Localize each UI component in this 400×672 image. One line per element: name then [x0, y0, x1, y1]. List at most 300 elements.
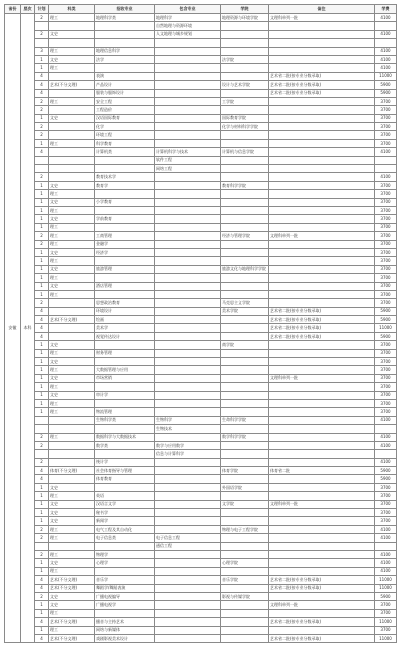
fee-cell: 3700 [375, 123, 397, 131]
fee-cell: 3700 [375, 232, 397, 240]
subject-cell: 理工 [49, 223, 95, 231]
college-cell: 旅游文化与地理科学学院 [221, 265, 269, 273]
header-includes: 包含专业 [155, 5, 221, 14]
notes-cell: 艺术省二批(按专业分数录取) [269, 307, 375, 315]
college-cell [221, 156, 269, 164]
plan-cell: 2 [35, 592, 49, 600]
fee-cell: 3700 [375, 131, 397, 139]
fee-cell: 11000 [375, 634, 397, 642]
major-cell [95, 165, 155, 173]
table-row [5, 618, 397, 626]
header-level: 层次 [21, 5, 35, 14]
college-cell [221, 542, 269, 550]
table-row [5, 307, 397, 315]
fee-cell: 3700 [375, 248, 397, 256]
table-row [5, 240, 397, 248]
major-cell: 新闻学 [95, 517, 155, 525]
notes-cell [269, 290, 375, 298]
major-cell: 安全工程 [95, 97, 155, 105]
plan-cell: 1 [35, 223, 49, 231]
notes-cell [269, 55, 375, 63]
table-row [5, 551, 397, 559]
fee-cell [375, 450, 397, 458]
plan-cell: 4 [35, 72, 49, 80]
plan-cell: 1 [35, 374, 49, 382]
includes-cell [155, 626, 221, 634]
college-cell [221, 509, 269, 517]
plan-cell: 1 [35, 198, 49, 206]
major-cell: 视觉传达设计 [95, 332, 155, 340]
plan-cell: 1 [35, 559, 49, 567]
fee-cell: 5900 [375, 592, 397, 600]
subject-cell [49, 72, 95, 80]
college-cell [221, 383, 269, 391]
notes-cell [269, 542, 375, 550]
fee-cell: 3700 [375, 341, 397, 349]
includes-cell [155, 232, 221, 240]
table-row [5, 64, 397, 72]
subject-cell: 体育(不分文理) [49, 467, 95, 475]
major-cell: 戏剧影视美术设计 [95, 634, 155, 642]
table-row [5, 458, 397, 466]
fee-cell: 4100 [375, 47, 397, 55]
includes-cell [155, 374, 221, 382]
table-row [5, 282, 397, 290]
includes-cell: 软件工程 [155, 156, 221, 164]
includes-cell [155, 265, 221, 273]
college-cell [221, 215, 269, 223]
table-row [5, 374, 397, 382]
college-cell [221, 366, 269, 374]
includes-cell [155, 64, 221, 72]
college-cell: 心理学院 [221, 559, 269, 567]
table-row [5, 601, 397, 609]
notes-cell [269, 198, 375, 206]
table-row [5, 30, 397, 38]
level-cell: 本科 [21, 14, 35, 643]
plan-cell: 1 [35, 366, 49, 374]
college-cell [221, 139, 269, 147]
college-cell [221, 316, 269, 324]
major-cell: 美术学 [95, 324, 155, 332]
major-cell [95, 190, 155, 198]
college-cell [221, 349, 269, 357]
plan-cell: 2 [35, 441, 49, 449]
plan-cell: 4 [35, 332, 49, 340]
plan-cell [35, 156, 49, 164]
major-cell [95, 257, 155, 265]
subject-cell [49, 299, 95, 307]
fee-cell: 11000 [375, 618, 397, 626]
fee-cell: 3700 [375, 609, 397, 617]
includes-cell [155, 618, 221, 626]
plan-cell: 1 [35, 55, 49, 63]
fee-cell: 4100 [375, 416, 397, 424]
college-cell [221, 584, 269, 592]
header-college: 学院 [221, 5, 269, 14]
plan-cell [35, 542, 49, 550]
notes-cell [269, 567, 375, 575]
subject-cell: 理工 [49, 551, 95, 559]
major-cell [95, 22, 155, 30]
plan-cell: 1 [35, 215, 49, 223]
plan-cell: 2 [35, 458, 49, 466]
college-cell: 物理与电子工程学院 [221, 525, 269, 533]
includes-cell [155, 139, 221, 147]
major-cell: 金融学 [95, 240, 155, 248]
fee-cell: 5900 [375, 307, 397, 315]
fee-cell [375, 156, 397, 164]
plan-cell: 2 [35, 240, 49, 248]
plan-cell: 1 [35, 509, 49, 517]
plan-cell: 1 [35, 483, 49, 491]
notes-cell [269, 441, 375, 449]
fee-cell [375, 39, 397, 47]
major-cell: 英语 [95, 492, 155, 500]
plan-cell: 4 [35, 467, 49, 475]
notes-cell [269, 391, 375, 399]
major-cell: 音乐学 [95, 576, 155, 584]
notes-cell [269, 492, 375, 500]
college-cell [221, 358, 269, 366]
includes-cell [155, 492, 221, 500]
notes-cell [269, 30, 375, 38]
major-cell: 市场营销 [95, 374, 155, 382]
fee-cell: 3700 [375, 391, 397, 399]
major-cell [95, 39, 155, 47]
subject-cell: 文史 [49, 601, 95, 609]
subject-cell: 理工 [49, 567, 95, 575]
plan-cell: 1 [35, 626, 49, 634]
major-cell: 科学教育 [95, 139, 155, 147]
major-cell [95, 156, 155, 164]
includes-cell [155, 39, 221, 47]
table-row [5, 156, 397, 164]
table-row [5, 55, 397, 63]
header-plan: 计划 [35, 5, 49, 14]
plan-cell: 1 [35, 349, 49, 357]
table-row [5, 525, 397, 533]
college-cell: 外国语学院 [221, 483, 269, 491]
fee-cell: 3700 [375, 114, 397, 122]
major-cell: 秘书学 [95, 509, 155, 517]
admission-plan-sheet [4, 4, 396, 666]
fee-cell: 3700 [375, 190, 397, 198]
subject-cell: 文史 [49, 265, 95, 273]
subject-cell [49, 173, 95, 181]
major-cell: 产品设计 [95, 81, 155, 89]
subject-cell: 文史 [49, 248, 95, 256]
plan-cell: 1 [35, 492, 49, 500]
subject-cell [49, 123, 95, 131]
fee-cell: 3700 [375, 97, 397, 105]
plan-cell: 4 [35, 316, 49, 324]
fee-cell: 4100 [375, 433, 397, 441]
notes-cell [269, 509, 375, 517]
plan-cell: 2 [35, 232, 49, 240]
fee-cell: 4100 [375, 458, 397, 466]
fee-cell: 3700 [375, 383, 397, 391]
table-row [5, 89, 397, 97]
fee-cell: 4100 [375, 567, 397, 575]
fee-cell [375, 542, 397, 550]
college-cell: 美术学院 [221, 307, 269, 315]
subject-cell: 文史 [49, 114, 95, 122]
includes-cell [155, 215, 221, 223]
table-row [5, 14, 397, 22]
subject-cell: 文史 [49, 592, 95, 600]
table-row [5, 634, 397, 642]
table-row [5, 206, 397, 214]
plan-cell [35, 39, 49, 47]
subject-cell [49, 332, 95, 340]
college-cell [221, 324, 269, 332]
subject-cell [49, 450, 95, 458]
table-row [5, 542, 397, 550]
major-cell [95, 567, 155, 575]
notes-cell [269, 534, 375, 542]
subject-cell [49, 106, 95, 114]
major-cell [95, 64, 155, 72]
major-cell: 心理学 [95, 559, 155, 567]
subject-cell: 理工 [49, 492, 95, 500]
plan-cell: 1 [35, 358, 49, 366]
table-row [5, 165, 397, 173]
subject-cell: 理工 [49, 525, 95, 533]
subject-cell: 理工 [49, 290, 95, 298]
major-cell [95, 542, 155, 550]
table-row [5, 592, 397, 600]
notes-cell: 体育省二批 [269, 467, 375, 475]
includes-cell: 通信工程 [155, 542, 221, 550]
notes-cell [269, 240, 375, 248]
table-row [5, 576, 397, 584]
subject-cell: 文史 [49, 483, 95, 491]
table-row [5, 408, 397, 416]
major-cell [95, 30, 155, 38]
table-row [5, 274, 397, 282]
notes-cell [269, 106, 375, 114]
notes-cell: 艺术省二批(按专业分数录取) [269, 324, 375, 332]
includes-cell [155, 525, 221, 533]
subject-cell: 艺术(不分文理) [49, 618, 95, 626]
subject-cell: 文史 [49, 282, 95, 290]
notes-cell [269, 165, 375, 173]
major-cell [95, 483, 155, 491]
fee-cell: 3700 [375, 181, 397, 189]
subject-cell: 文史 [49, 198, 95, 206]
college-cell [221, 223, 269, 231]
subject-cell [49, 542, 95, 550]
major-cell: 酒店管理 [95, 282, 155, 290]
includes-cell [155, 408, 221, 416]
plan-cell: 1 [35, 181, 49, 189]
includes-cell: 自然地理与资源环境 [155, 22, 221, 30]
fee-cell: 4100 [375, 64, 397, 72]
college-cell [221, 626, 269, 634]
fee-cell: 3700 [375, 257, 397, 265]
notes-cell: 文理科单列一批 [269, 500, 375, 508]
includes-cell: 计算机科学与技术 [155, 148, 221, 156]
includes-cell [155, 47, 221, 55]
table-row [5, 433, 397, 441]
table-row [5, 39, 397, 47]
fee-cell: 3700 [375, 399, 397, 407]
fee-cell: 3700 [375, 198, 397, 206]
major-cell: 汉语国际教育 [95, 114, 155, 122]
subject-cell: 文史 [49, 391, 95, 399]
plan-cell: 4 [35, 634, 49, 642]
plan-cell: 1 [35, 282, 49, 290]
table-row [5, 215, 397, 223]
subject-cell: 理工 [49, 626, 95, 634]
college-cell [221, 551, 269, 559]
subject-cell [49, 148, 95, 156]
table-row [5, 173, 397, 181]
fee-cell: 4100 [375, 173, 397, 181]
includes-cell: 信息与计算科学 [155, 450, 221, 458]
includes-cell [155, 282, 221, 290]
includes-cell [155, 89, 221, 97]
notes-cell: 文理科单列一批 [269, 601, 375, 609]
college-cell: 化学与材料科学学院 [221, 123, 269, 131]
college-cell [221, 391, 269, 399]
major-cell: 教育学 [95, 181, 155, 189]
major-cell [95, 358, 155, 366]
table-row [5, 299, 397, 307]
table-row [5, 349, 397, 357]
table-row [5, 248, 397, 256]
includes-cell [155, 316, 221, 324]
major-cell: 财务管理 [95, 349, 155, 357]
college-cell: 数学科学学院 [221, 433, 269, 441]
includes-cell: 生物科学 [155, 416, 221, 424]
header-row [5, 5, 397, 14]
major-cell: 物理学 [95, 551, 155, 559]
fee-cell: 5900 [375, 332, 397, 340]
includes-cell [155, 475, 221, 483]
plan-cell: 1 [35, 399, 49, 407]
includes-cell [155, 81, 221, 89]
subject-cell: 理工 [49, 139, 95, 147]
plan-cell: 2 [35, 299, 49, 307]
plan-cell: 1 [35, 383, 49, 391]
table-row [5, 131, 397, 139]
subject-cell: 理工 [49, 257, 95, 265]
plan-cell: 2 [35, 525, 49, 533]
fee-cell: 3700 [375, 374, 397, 382]
includes-cell: 生物技术 [155, 425, 221, 433]
notes-cell [269, 559, 375, 567]
table-row [5, 22, 397, 30]
notes-cell [269, 525, 375, 533]
includes-cell [155, 601, 221, 609]
college-cell [221, 190, 269, 198]
major-cell: 电气工程及其自动化 [95, 525, 155, 533]
fee-cell: 5900 [375, 316, 397, 324]
major-cell: 生物科学类 [95, 416, 155, 424]
includes-cell [155, 383, 221, 391]
fee-cell: 4100 [375, 525, 397, 533]
major-cell [95, 399, 155, 407]
table-row [5, 190, 397, 198]
plan-cell: 2 [35, 534, 49, 542]
plan-cell: 2 [35, 30, 49, 38]
table-row [5, 391, 397, 399]
major-cell: 工商管理 [95, 232, 155, 240]
includes-cell [155, 173, 221, 181]
includes-cell [155, 576, 221, 584]
notes-cell [269, 47, 375, 55]
fee-cell: 4100 [375, 441, 397, 449]
college-cell [221, 72, 269, 80]
fee-cell: 5900 [375, 81, 397, 89]
college-cell [221, 517, 269, 525]
college-cell: 音乐学院 [221, 576, 269, 584]
table-row [5, 425, 397, 433]
includes-cell: 电子信息工程 [155, 534, 221, 542]
subject-cell: 理工 [49, 97, 95, 105]
table-row [5, 450, 397, 458]
plan-cell: 4 [35, 89, 49, 97]
table-row [5, 500, 397, 508]
fee-cell: 4100 [375, 534, 397, 542]
major-cell: 大数据管理与应用 [95, 366, 155, 374]
plan-cell: 1 [35, 500, 49, 508]
notes-cell [269, 248, 375, 256]
major-cell: 数学类 [95, 441, 155, 449]
notes-cell [269, 22, 375, 30]
subject-cell: 艺术(不分文理) [49, 81, 95, 89]
includes-cell [155, 72, 221, 80]
fee-cell: 3700 [375, 483, 397, 491]
fee-cell: 4100 [375, 551, 397, 559]
plan-cell: 4 [35, 324, 49, 332]
college-cell [221, 240, 269, 248]
plan-cell: 1 [35, 190, 49, 198]
table-row [5, 181, 397, 189]
major-cell [95, 341, 155, 349]
includes-cell [155, 106, 221, 114]
college-cell: 法学院 [221, 55, 269, 63]
fee-cell: 5900 [375, 475, 397, 483]
major-cell: 表演 [95, 72, 155, 80]
fee-cell: 11000 [375, 324, 397, 332]
subject-cell: 理工 [49, 14, 95, 22]
table-row [5, 341, 397, 349]
notes-cell [269, 433, 375, 441]
includes-cell [155, 324, 221, 332]
plan-cell: 1 [35, 257, 49, 265]
table-row [5, 534, 397, 542]
major-cell: 舞蹈学/舞蹈表演 [95, 584, 155, 592]
fee-cell: 5900 [375, 467, 397, 475]
subject-cell: 理工 [49, 433, 95, 441]
subject-cell: 文史 [49, 181, 95, 189]
subject-cell: 理工 [49, 383, 95, 391]
plan-cell: 2 [35, 123, 49, 131]
major-cell: 思想政治教育 [95, 299, 155, 307]
notes-cell: 艺术省二批(按专业分数录取) [269, 584, 375, 592]
fee-cell: 4100 [375, 559, 397, 567]
table-row [5, 358, 397, 366]
plan-cell: 2 [35, 131, 49, 139]
subject-cell [49, 441, 95, 449]
major-cell [95, 274, 155, 282]
notes-cell: 艺术省二批(按专业分数录取) [269, 576, 375, 584]
college-cell [221, 173, 269, 181]
plan-cell: 1 [35, 601, 49, 609]
